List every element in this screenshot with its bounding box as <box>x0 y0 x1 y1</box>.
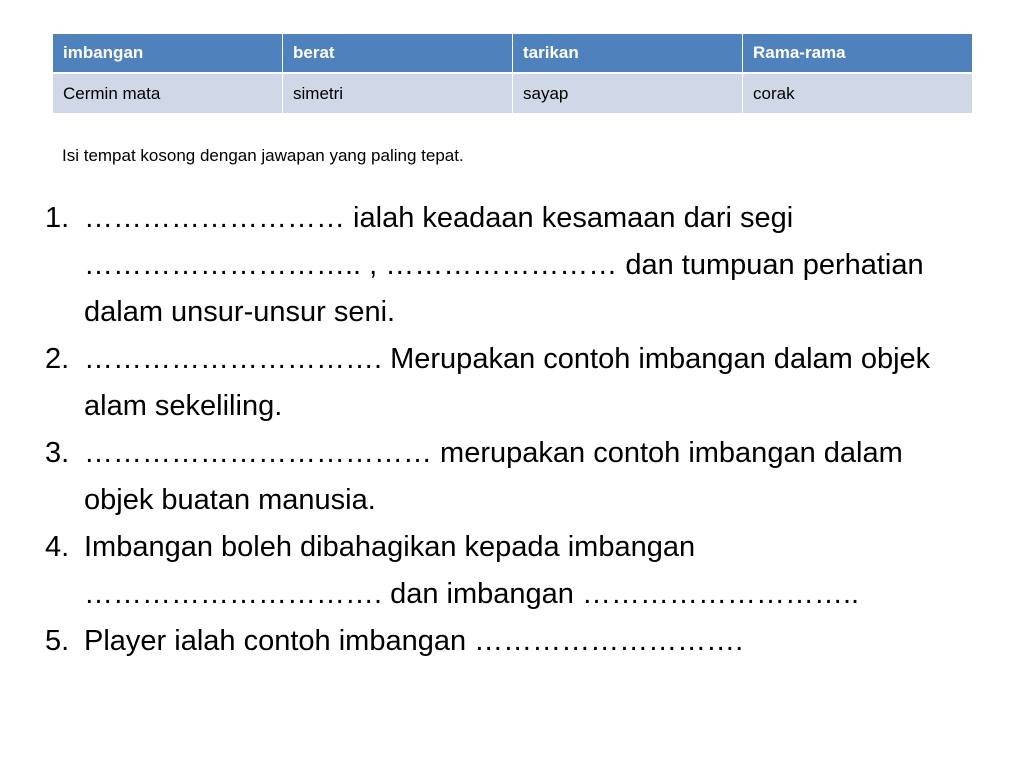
question-number: 5. <box>45 625 70 657</box>
table-header-cell: tarikan <box>513 34 743 73</box>
table-cell: sayap <box>513 73 743 113</box>
table-cell: corak <box>743 73 973 113</box>
question-number: 1. <box>45 202 70 234</box>
question-text: ……………………………… merupakan contoh imbangan dalam objek buatan manusia. <box>84 437 903 516</box>
table-cell: simetri <box>283 73 513 113</box>
question-item <box>40 618 960 665</box>
question-text: Player ialah contoh imbangan ………………………. <box>84 625 744 657</box>
question-text: ……………………… ialah keadaan kesamaan dari segi ……………………….. , …………………… dan tumpuan perhatian dalam unsur-unsur seni. <box>84 202 924 328</box>
table-header-cell: imbangan <box>53 34 283 73</box>
question-number: 4. <box>45 531 70 563</box>
table-row <box>53 73 973 113</box>
question-item <box>40 430 960 524</box>
instruction-text: Isi tempat kosong dengan jawapan yang paling tepat. <box>62 146 464 165</box>
table-header-cell: berat <box>283 34 513 73</box>
table-header-cell: Rama-rama <box>743 34 973 73</box>
question-item <box>40 524 960 618</box>
word-table <box>52 34 973 113</box>
question-text: Imbangan boleh dibahagikan kepada imbangan …………………………. dan imbangan ……………………….. <box>84 531 860 610</box>
question-item <box>40 336 960 430</box>
question-number: 2. <box>45 343 70 375</box>
table-header-row <box>53 34 973 73</box>
question-text: …………………………. Merupakan contoh imbangan dalam objek alam sekeliling. <box>84 343 931 422</box>
question-list <box>40 195 960 665</box>
question-number: 3. <box>45 437 70 469</box>
question-item <box>40 195 960 336</box>
table-cell: Cermin mata <box>53 73 283 113</box>
